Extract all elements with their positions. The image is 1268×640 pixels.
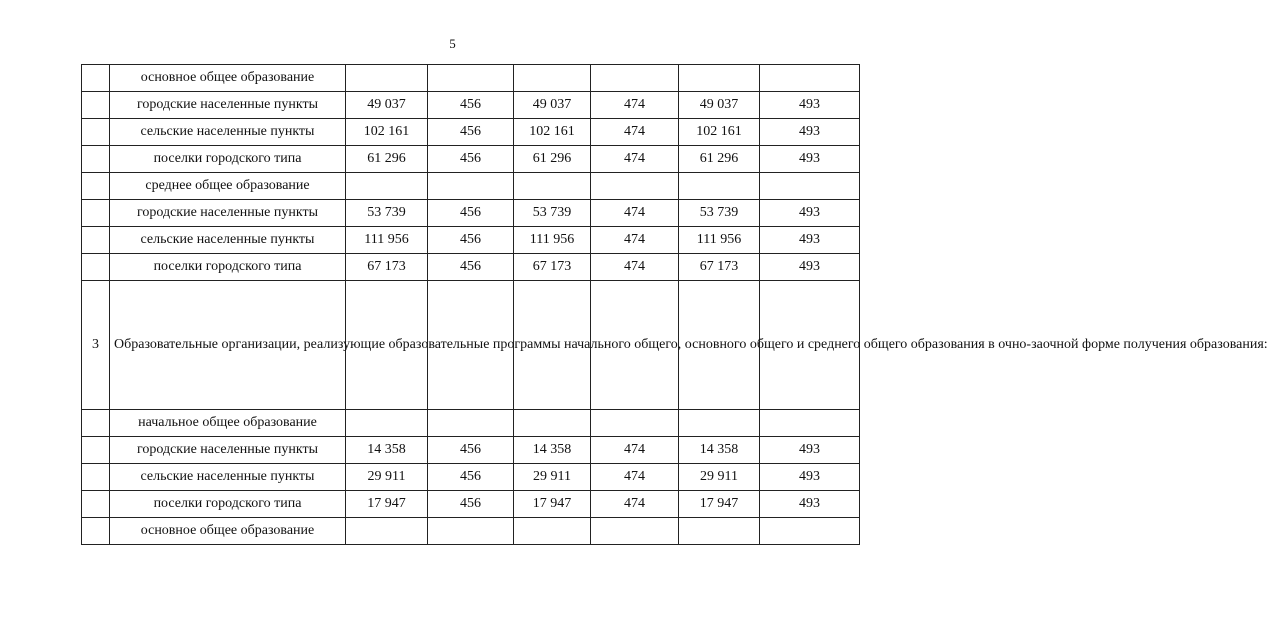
value-cell: 14 358 bbox=[346, 437, 428, 464]
value-cell: 456 bbox=[428, 146, 514, 173]
row-label: сельские населенные пункты bbox=[110, 227, 346, 254]
value-cell bbox=[591, 173, 679, 200]
value-cell: 456 bbox=[428, 92, 514, 119]
value-cell: 29 911 bbox=[346, 464, 428, 491]
row-label: городские населенные пункты bbox=[110, 92, 346, 119]
table-row bbox=[82, 227, 860, 254]
value-cell bbox=[428, 410, 514, 437]
value-cell bbox=[591, 518, 679, 545]
value-cell: 456 bbox=[428, 200, 514, 227]
value-cell: 17 947 bbox=[679, 491, 760, 518]
row-index-cell bbox=[82, 65, 110, 92]
row-label: городские населенные пункты bbox=[110, 437, 346, 464]
value-cell: 67 173 bbox=[346, 254, 428, 281]
value-cell: 61 296 bbox=[346, 146, 428, 173]
section-label: основное общее образование bbox=[110, 65, 346, 92]
table-body bbox=[82, 65, 1268, 545]
value-cell: 49 037 bbox=[679, 92, 760, 119]
row-index-cell bbox=[82, 227, 110, 254]
table-row bbox=[82, 146, 860, 173]
value-cell bbox=[760, 518, 860, 545]
value-cell: 456 bbox=[428, 437, 514, 464]
value-cell bbox=[346, 518, 428, 545]
table-row bbox=[82, 173, 860, 200]
value-cell: 29 911 bbox=[514, 464, 591, 491]
table-row bbox=[82, 410, 860, 437]
section-label: начальное общее образование bbox=[110, 410, 346, 437]
value-cell: 474 bbox=[591, 92, 679, 119]
value-cell bbox=[514, 173, 591, 200]
value-cell: 102 161 bbox=[679, 119, 760, 146]
value-cell: 61 296 bbox=[679, 146, 760, 173]
value-cell: 53 739 bbox=[514, 200, 591, 227]
row-index-cell bbox=[82, 119, 110, 146]
value-cell: 49 037 bbox=[346, 92, 428, 119]
row-index-cell bbox=[82, 437, 110, 464]
row-label: поселки городского типа bbox=[110, 254, 346, 281]
row-index-cell bbox=[82, 200, 110, 227]
table-row bbox=[82, 464, 860, 491]
value-cell: 53 739 bbox=[679, 200, 760, 227]
page-number: 5 bbox=[449, 36, 456, 51]
value-cell: 456 bbox=[428, 119, 514, 146]
table-row bbox=[82, 65, 860, 92]
row-index-cell bbox=[82, 410, 110, 437]
value-cell: 474 bbox=[591, 146, 679, 173]
value-cell bbox=[428, 173, 514, 200]
section-label: основное общее образование bbox=[110, 518, 346, 545]
row-label: городские населенные пункты bbox=[110, 200, 346, 227]
value-cell: 102 161 bbox=[346, 119, 428, 146]
value-cell bbox=[591, 410, 679, 437]
value-cell bbox=[760, 65, 860, 92]
value-cell: 474 bbox=[591, 464, 679, 491]
value-cell bbox=[514, 65, 591, 92]
value-cell bbox=[760, 173, 860, 200]
value-cell bbox=[514, 410, 591, 437]
value-cell bbox=[679, 173, 760, 200]
value-cell bbox=[428, 518, 514, 545]
value-cell: 67 173 bbox=[679, 254, 760, 281]
value-cell bbox=[679, 65, 760, 92]
value-cell: 493 bbox=[760, 491, 860, 518]
value-cell: 456 bbox=[428, 254, 514, 281]
value-cell: 102 161 bbox=[514, 119, 591, 146]
row-label: поселки городского типа bbox=[110, 491, 346, 518]
table-row bbox=[82, 437, 860, 464]
value-cell bbox=[346, 410, 428, 437]
value-cell: 111 956 bbox=[346, 227, 428, 254]
value-cell: 456 bbox=[428, 464, 514, 491]
value-cell: 53 739 bbox=[346, 200, 428, 227]
value-cell bbox=[346, 173, 428, 200]
document-table bbox=[81, 64, 1268, 545]
value-cell: 29 911 bbox=[679, 464, 760, 491]
row-index-cell bbox=[82, 464, 110, 491]
value-cell: 474 bbox=[591, 254, 679, 281]
value-cell: 111 956 bbox=[679, 227, 760, 254]
value-cell bbox=[679, 518, 760, 545]
table-row bbox=[82, 92, 860, 119]
value-cell: 111 956 bbox=[514, 227, 591, 254]
value-cell: 493 bbox=[760, 464, 860, 491]
table-row bbox=[82, 491, 860, 518]
value-cell: 61 296 bbox=[514, 146, 591, 173]
value-cell: 493 bbox=[760, 437, 860, 464]
value-cell: 17 947 bbox=[346, 491, 428, 518]
row-index-cell bbox=[82, 518, 110, 545]
value-cell bbox=[514, 518, 591, 545]
section-label: среднее общее образование bbox=[110, 173, 346, 200]
row-index-cell bbox=[82, 491, 110, 518]
value-cell: 493 bbox=[760, 92, 860, 119]
value-cell: 49 037 bbox=[514, 92, 591, 119]
value-cell: 474 bbox=[591, 119, 679, 146]
row-index-cell bbox=[82, 92, 110, 119]
row-index-cell bbox=[82, 173, 110, 200]
value-cell bbox=[346, 65, 428, 92]
row-label: сельские населенные пункты bbox=[110, 119, 346, 146]
value-cell: 474 bbox=[591, 227, 679, 254]
value-cell: 493 bbox=[760, 227, 860, 254]
row-index-cell bbox=[82, 254, 110, 281]
value-cell: 474 bbox=[591, 437, 679, 464]
value-cell: 456 bbox=[428, 491, 514, 518]
value-cell bbox=[760, 410, 860, 437]
value-cell: 493 bbox=[760, 200, 860, 227]
value-cell: 493 bbox=[760, 254, 860, 281]
value-cell bbox=[428, 65, 514, 92]
value-cell: 67 173 bbox=[514, 254, 591, 281]
row-index-cell bbox=[82, 146, 110, 173]
row-label: сельские населенные пункты bbox=[110, 464, 346, 491]
value-cell bbox=[679, 410, 760, 437]
value-cell: 474 bbox=[591, 491, 679, 518]
value-cell: 456 bbox=[428, 227, 514, 254]
value-cell: 17 947 bbox=[514, 491, 591, 518]
value-cell: 14 358 bbox=[679, 437, 760, 464]
table-row bbox=[82, 254, 860, 281]
table-row bbox=[82, 119, 860, 146]
row-label: поселки городского типа bbox=[110, 146, 346, 173]
row-heading-text: Образовательные организации, реализующие образовательные программы начального общего, основного общего и среднего общего образования в очно-заочной форме получения образования: bbox=[110, 281, 346, 410]
table-row bbox=[82, 518, 860, 545]
value-cell: 493 bbox=[760, 146, 860, 173]
value-cell: 474 bbox=[591, 200, 679, 227]
table-row bbox=[82, 281, 860, 410]
row-index-cell: 3 bbox=[82, 281, 110, 410]
value-cell: 493 bbox=[760, 119, 860, 146]
value-cell: 14 358 bbox=[514, 437, 591, 464]
value-cell bbox=[591, 65, 679, 92]
table-row bbox=[82, 200, 860, 227]
